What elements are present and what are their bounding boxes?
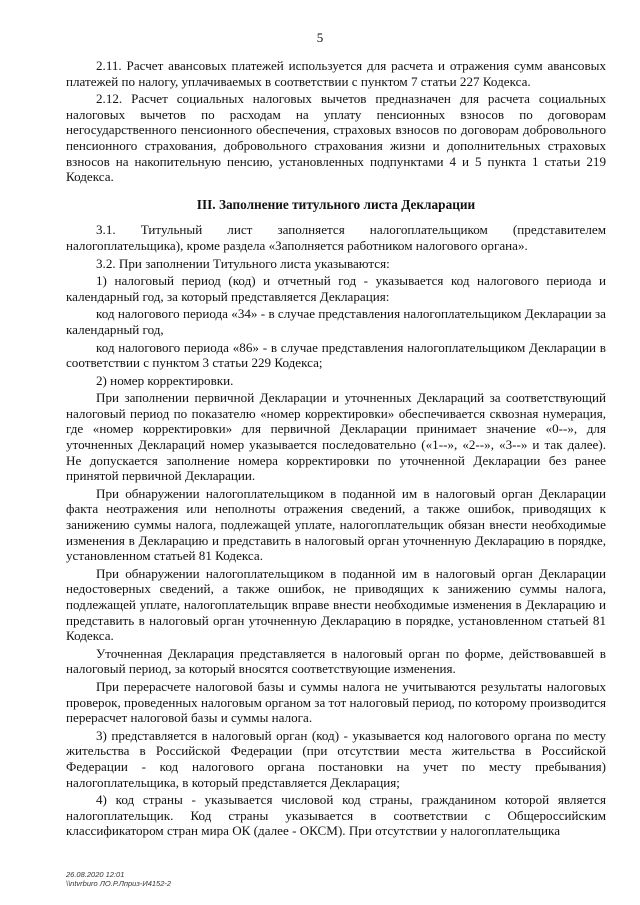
paragraph-2-12: 2.12. Расчет социальных налоговых вычетов предназначен для расчета социальных налоговых вычетов по расходам на уплату пенсионных взносов по договорам негосударственного пенсионного обеспечения, страховых взносов по договорам добровольного пенсионного страхования, добровольного страхования жизни и дополнительных страховых взносов на накопительную пенсию, установленных подпунктами 4 и 5 пункта 1 статьи 219 Кодекса. <box>66 91 606 185</box>
document-body <box>66 58 606 841</box>
paragraph-item-1: 1) налоговый период (код) и отчетный год - указывается код налогового периода и календарный год, за который представляется Декларация: <box>66 273 606 304</box>
section-heading: III. Заполнение титульного листа Декларации <box>196 196 476 212</box>
paragraph-code-86: код налогового периода «86» - в случае представления налогоплательщиком Декларации в соответствии с пунктом 3 статьи 229 Кодекса; <box>66 339 606 371</box>
paragraph-3-2: 3.2. При заполнении Титульного листа указываются: <box>96 255 390 271</box>
page-number: 5 <box>316 30 324 45</box>
paragraph-item-4: 4) код страны - указывается числовой код страны, гражданином которой является налогоплательщик. Код страны указывается в соответствии с Общероссийским классификатором стран мира ОК (далее - ОКСМ). При отсутствии у налогоплательщика <box>66 792 606 839</box>
paragraph-3-1: 3.1. Титульный лист заполняется налогоплательщиком (представителем налогоплательщика), кроме раздела «Заполняется работником налогового органа». <box>66 222 606 253</box>
paragraph-correction-numbering: При заполнении первичной Декларации и уточненных Деклараций за соответствующий налоговый период по показателю «номер корректировки» обеспечивается сквозная нумерация, где «номер корректировки» для первичной Декларации принимает значение «0--», для уточненных Деклараций номер указывается последовательно («1--», «2--», «3--» и так далее). Не допускается заполнение номера корректировки по уточненной Декларации без ранее принятой первичной Декларации. <box>66 390 606 484</box>
footer-file-path: \\ntvrburo ЛО.Р.Лприз-И4152-2 <box>66 879 172 888</box>
paragraph-obligation: При обнаружении налогоплательщиком в поданной им в налоговый орган Декларации факта неотражения или неполноты отражения сведений, а также ошибок, приводящих к занижению суммы налога, подлежащей уплате, налогоплательщик обязан внести необходимые изменения в Декларацию и представить в налоговый орган уточненную Декларацию в порядке, установленном статьей 81 Кодекса. <box>66 485 606 564</box>
paragraph-code-34: код налогового периода «34» - в случае представления налогоплательщиком Декларации за календарный год, <box>66 306 606 337</box>
paragraph-right: При обнаружении налогоплательщиком в поданной им в налоговый орган Декларации недостоверных сведений, а также ошибок, не приводящих к занижению суммы налога, подлежащей уплате, налогоплательщик вправе внести необходимые изменения в Декларацию и представить в налоговый орган уточненную Декларацию в порядке, установленном статьей 81 Кодекса. <box>66 565 606 644</box>
footer-timestamp: 26.08.2020 12:01 <box>66 870 125 879</box>
paragraph-item-3: 3) представляется в налоговый орган (код) - указывается код налогового органа по месту жительства в Российской Федерации (при отсутствии места жительства в Российской Федерации - код налогового органа постановки на учет по месту пребывания) налогоплательщика, в который представляется Декларация; <box>66 727 606 790</box>
paragraph-2-11: 2.11. Расчет авансовых платежей используется для расчета и отражения сумм авансовых платежей по налогу, уплачиваемых в соответствии с пунктом 7 статьи 227 Кодекса. <box>66 58 606 89</box>
paragraph-item-2: 2) номер корректировки. <box>96 372 234 388</box>
paragraph-form: Уточненная Декларация представляется в налоговый орган по форме, действовавшей в налоговый период, за который вносятся соответствующие изменения. <box>66 645 606 677</box>
print-footer <box>66 870 171 888</box>
paragraph-recalculation: При перерасчете налоговой базы и суммы налога не учитываются результаты налоговых проверок, проведенных налоговым органом за тот налоговый период, по которому производится перерасчет налоговой базы и суммы налога. <box>66 678 606 726</box>
